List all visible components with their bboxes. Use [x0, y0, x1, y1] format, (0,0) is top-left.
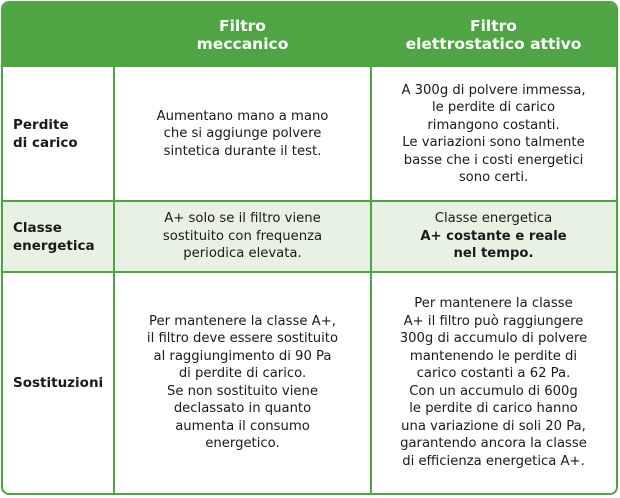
text-line: carico costanti a 62 Pa.	[416, 366, 571, 381]
replacements-electrostatic	[371, 272, 616, 493]
header-electrostatic-line2: elettrostatico attivo	[405, 35, 582, 53]
text-line: rimangono costanti.	[427, 117, 560, 133]
row-label-energy-class-line2: energetica	[13, 237, 95, 254]
text-line: Aumentano mano a mano	[156, 108, 329, 124]
header-mechanical-line1: Filtro	[219, 17, 266, 35]
text-line: Per mantenere la classe	[414, 296, 573, 311]
text-line: di efficienza energetica A+.	[402, 453, 585, 469]
pressure-loss-electrostatic	[371, 67, 616, 201]
text-line: una variazione di soli 20 Pa,	[401, 418, 586, 434]
comparison-table	[1, 1, 618, 495]
energy-class-electrostatic	[371, 201, 616, 272]
text-line: aumenta il consumo	[175, 418, 310, 434]
header-electrostatic-filter	[371, 3, 616, 67]
text-line: periodica elevata.	[183, 246, 302, 262]
row-label-energy-class	[3, 201, 114, 272]
text-line: garantendo ancora la classe	[400, 436, 587, 451]
header-electrostatic-line1: Filtro	[470, 17, 517, 35]
row-divider	[3, 271, 616, 273]
row-label-pressure-loss	[3, 67, 114, 201]
text-line-bold: nel tempo.	[453, 246, 534, 262]
replacements-mechanical	[114, 272, 371, 493]
text-line: Se non sostituito viene	[167, 383, 318, 399]
text-line: che si aggiunge polvere	[163, 126, 322, 142]
text-line: sostituito con frequenza	[162, 228, 323, 244]
text-line: A+ il filtro può raggiungere	[403, 313, 584, 329]
row-label-pressure-loss-line1: Perdite	[13, 117, 69, 133]
text-line: sintetica durante il test.	[163, 143, 322, 159]
text-line: al raggiungimento di 90 Pa	[153, 348, 332, 364]
text-line: A+ solo se il filtro viene	[164, 211, 321, 227]
text-line: le perdite di carico	[431, 100, 556, 115]
text-line: Per mantenere la classe A+,	[149, 313, 336, 329]
text-line: il filtro deve essere sostituito	[146, 331, 339, 346]
column-divider	[113, 3, 115, 493]
header-mechanical-line2: meccanico	[196, 35, 289, 53]
text-line: 300g di accumulo di polvere	[399, 331, 588, 346]
text-line: A 300g di polvere immessa,	[401, 82, 586, 98]
text-line: declassato in quanto	[173, 401, 312, 416]
text-line-bold: A+ costante e reale	[420, 228, 567, 244]
header-empty-cell	[3, 3, 114, 67]
row-label-replacements	[3, 272, 114, 493]
text-line: sono certi.	[458, 170, 529, 185]
row-label-pressure-loss-line2: di carico	[13, 135, 78, 151]
row-divider	[3, 200, 616, 202]
text-line: basse che i costi energetici	[403, 152, 584, 168]
text-line: Con un accumulo di 600g	[409, 383, 578, 399]
text-line: Classe energetica	[434, 211, 553, 227]
text-line: energetico.	[205, 436, 280, 451]
text-line: le perdite di carico hanno	[409, 401, 578, 416]
text-line: Le variazioni sono talmente	[402, 135, 585, 150]
row-label-replacements-text: Sostituzioni	[13, 374, 104, 391]
text-line: mantenendo le perdite di	[409, 348, 578, 364]
pressure-loss-mechanical	[114, 67, 371, 201]
text-line: di perdite di carico.	[178, 366, 307, 381]
row-label-energy-class-line1: Classe	[13, 219, 62, 236]
column-divider	[370, 3, 372, 493]
header-mechanical-filter	[114, 3, 371, 67]
energy-class-mechanical	[114, 201, 371, 272]
